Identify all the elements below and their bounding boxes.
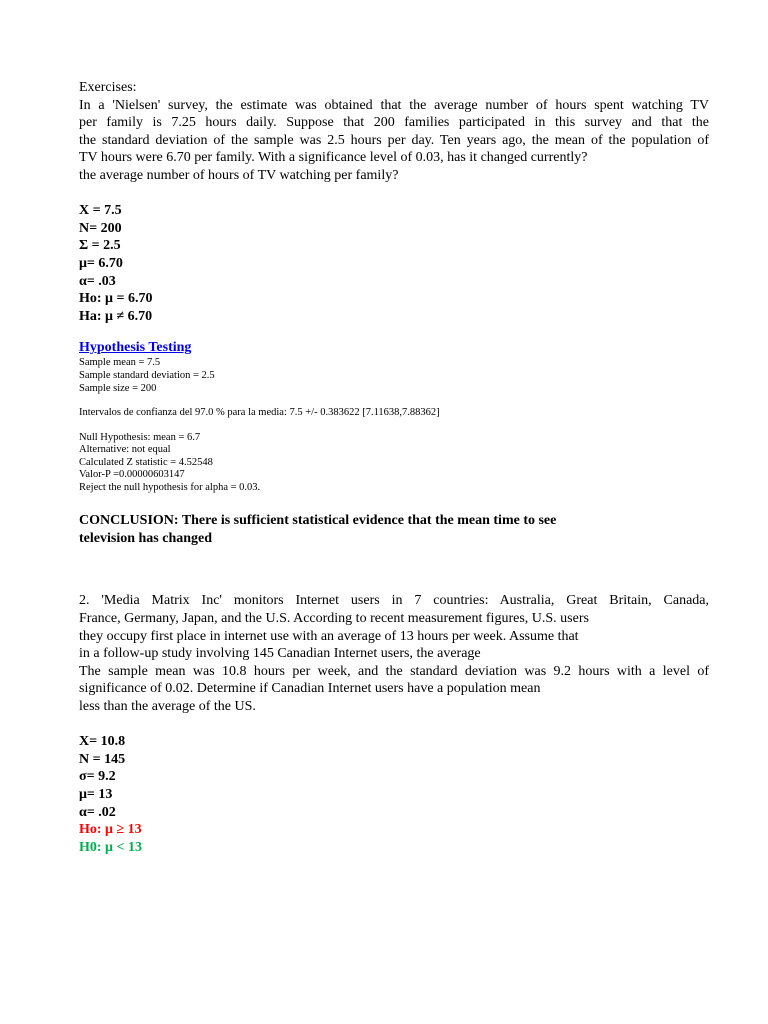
exercise1-text-line: In a 'Nielsen' survey, the estimate was obtained that the average number of hours spent watching TV bbox=[79, 97, 709, 113]
sample-mean-line: Sample mean = 7.5 bbox=[79, 357, 161, 369]
conclusion-line: CONCLUSION: There is sufficient statistical evidence that the mean time to see bbox=[79, 513, 557, 529]
document-content bbox=[79, 79, 709, 856]
exercise1-text-line: per family is 7.25 hours daily. Suppose that 200 families participated in this survey and that the bbox=[79, 115, 709, 131]
exercise1-text-line: the average number of hours of TV watching per family? bbox=[79, 167, 399, 183]
given-x: X = 7.5 bbox=[79, 203, 122, 219]
exercises-heading: Exercises: bbox=[79, 80, 137, 95]
given-x: X= 10.8 bbox=[79, 734, 126, 750]
hypothesis-testing-link[interactable]: Hypothesis Testing bbox=[79, 340, 192, 356]
given-n: N = 145 bbox=[79, 751, 126, 767]
sample-size-line: Sample size = 200 bbox=[79, 382, 157, 394]
alternative-hypothesis: Ha: μ ≠ 6.70 bbox=[79, 308, 153, 324]
test-result-line: Reject the null hypothesis for alpha = 0.03. bbox=[79, 482, 261, 494]
test-result-line: Null Hypothesis: mean = 6.7 bbox=[79, 431, 201, 443]
test-result-line: Alternative: not equal bbox=[79, 444, 171, 456]
exercise2-text-line: in a follow-up study involving 145 Canadian Internet users, the average bbox=[79, 646, 481, 662]
given-n: N= 200 bbox=[79, 220, 122, 236]
exercise1-text-line: the standard deviation of the sample was 2.5 hours per day. Ten years ago, the mean of the population of bbox=[79, 132, 709, 148]
given-alpha: α= .02 bbox=[79, 804, 116, 820]
confidence-interval-line: Intervalos de confianza del 97.0 % para la media: 7.5 +/- 0.383622 [7.11638,7.88362] bbox=[79, 407, 440, 419]
given-mu: μ= 6.70 bbox=[79, 255, 123, 271]
exercise2-text-line: they occupy first place in internet use with an average of 13 hours per week. Assume that bbox=[79, 628, 579, 644]
exercise2-text-line: significance of 0.02. Determine if Canadian Internet users have a population mean bbox=[79, 681, 541, 697]
test-result-line: Valor-P =0.00000603147 bbox=[79, 469, 185, 481]
null-hypothesis-red: Ho: μ ≥ 13 bbox=[79, 822, 142, 838]
alternative-hypothesis-green: H0: μ < 13 bbox=[79, 839, 142, 855]
exercise2-text-line: less than the average of the US. bbox=[79, 699, 256, 714]
given-sigma: Σ = 2.5 bbox=[79, 238, 121, 254]
null-hypothesis: Ho: μ = 6.70 bbox=[79, 291, 153, 307]
sample-std-line: Sample standard deviation = 2.5 bbox=[79, 369, 215, 381]
given-sigma: σ= 9.2 bbox=[79, 769, 116, 785]
given-alpha: α= .03 bbox=[79, 273, 116, 289]
exercise2-text-line: France, Germany, Japan, and the U.S. According to recent measurement figures, U.S. users bbox=[79, 611, 589, 627]
test-result-line: Calculated Z statistic = 4.52548 bbox=[79, 456, 213, 468]
exercise1-text-line: TV hours were 6.70 per family. With a significance level of 0.03, has it changed currently? bbox=[79, 150, 588, 166]
exercise2-text-line: The sample mean was 10.8 hours per week, and the standard deviation was 9.2 hours with a level of bbox=[79, 663, 709, 679]
conclusion-line: television has changed bbox=[79, 530, 213, 546]
exercise2-text-line: 2. 'Media Matrix Inc' monitors Internet users in 7 countries: Australia, Great Britain, Canada, bbox=[79, 593, 709, 609]
given-mu: μ= 13 bbox=[79, 786, 113, 802]
